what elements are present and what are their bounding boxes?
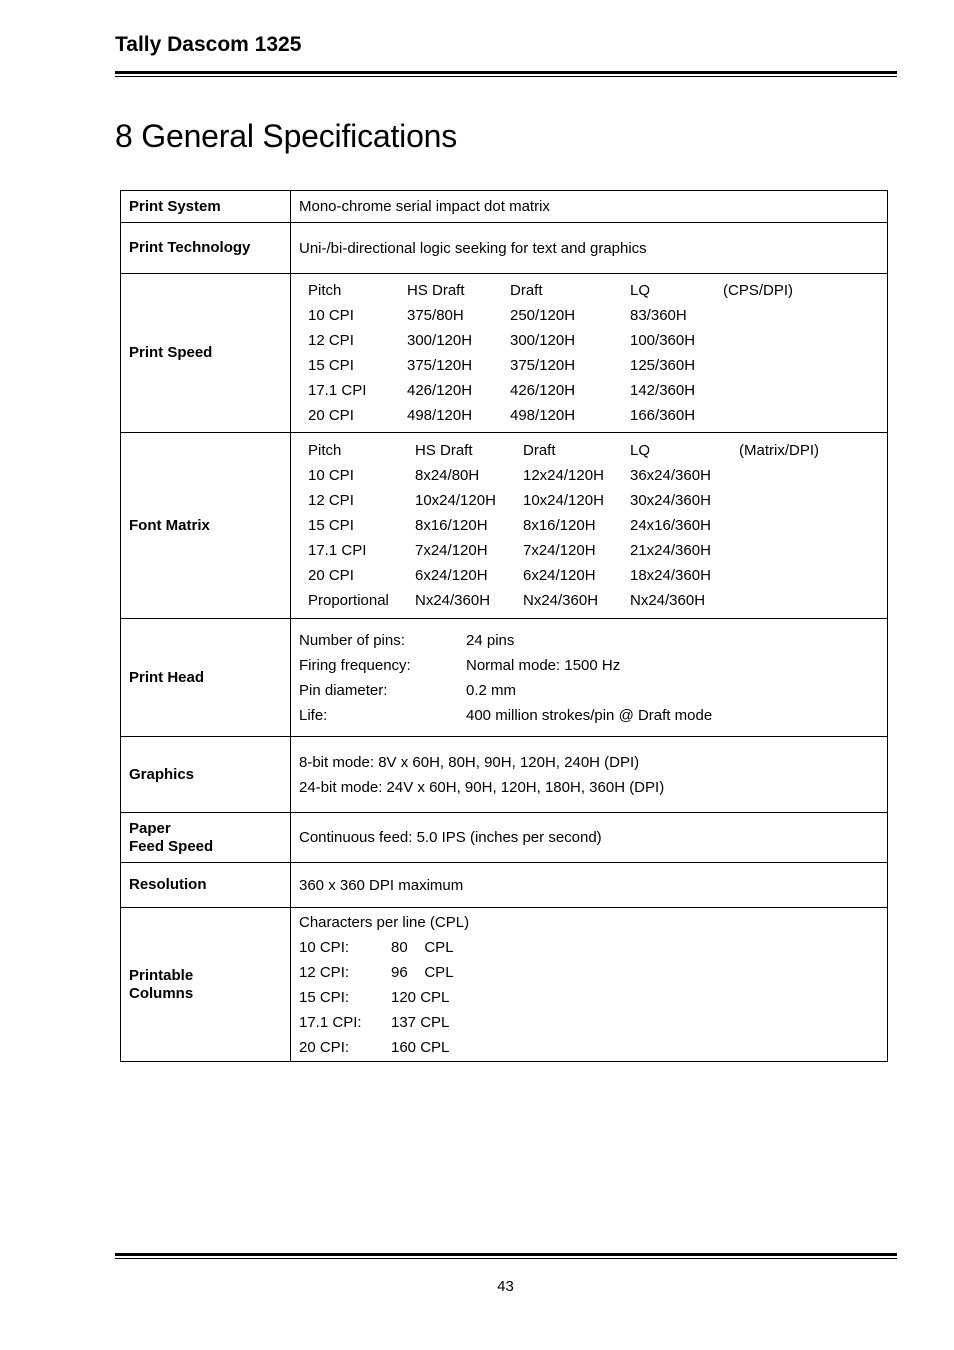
grid-cell: Nx24/360H xyxy=(523,592,599,609)
grid-cell xyxy=(739,588,879,613)
grid-cell: 12 CPI xyxy=(308,492,354,509)
grid-cell: 300/120H xyxy=(407,332,473,349)
grid-cell: 17.1 CPI xyxy=(308,542,367,559)
grid-cell: 8x16/120H xyxy=(523,517,596,534)
grid-cell: LQ xyxy=(630,442,651,459)
grid-cell: 10 CPI xyxy=(308,307,354,324)
grid-cell xyxy=(739,563,879,588)
grid-cell: 15 CPI xyxy=(308,517,354,534)
header-rule xyxy=(115,71,897,74)
grid-cell: 17.1 CPI: xyxy=(299,1013,362,1031)
grid-cell: 12 CPI: xyxy=(299,963,350,981)
grid-cell: 142/360H xyxy=(630,382,696,399)
grid-cell: 10 CPI: xyxy=(299,938,350,956)
grid-cell: 30x24/360H xyxy=(630,492,711,509)
grid-cell: 20 CPI: xyxy=(299,1038,350,1056)
spec-row-print-speed xyxy=(121,274,888,433)
spec-value-line: 24-bit mode: 24V x 60H, 90H, 120H, 180H, 360H (DPI) xyxy=(299,778,665,796)
grid-cell: 400 million strokes/pin @ Draft mode xyxy=(466,706,713,724)
grid-cell: 17.1 CPI xyxy=(308,382,367,399)
grid-cell xyxy=(723,328,879,353)
spec-label-line: Paper xyxy=(129,819,171,837)
spec-row-resolution xyxy=(121,863,888,908)
grid-cell: 96 CPL xyxy=(391,963,454,981)
spec-value: Continuous feed: 5.0 IPS (inches per second) xyxy=(299,829,602,846)
grid-cell: 498/120H xyxy=(407,407,473,424)
grid-cell xyxy=(723,378,879,403)
spec-label-line: Printable xyxy=(129,966,194,984)
spec-value: 360 x 360 DPI maximum xyxy=(299,876,464,894)
grid-cell: 15 CPI xyxy=(308,357,354,374)
grid-cell: 10 CPI xyxy=(308,467,354,484)
grid-cell: (CPS/DPI) xyxy=(723,282,794,299)
print-head-grid xyxy=(299,628,879,728)
spec-label xyxy=(121,813,291,863)
grid-cell: 6x24/120H xyxy=(415,567,488,584)
spec-label xyxy=(121,908,291,1062)
grid-cell: 21x24/360H xyxy=(630,542,711,559)
spec-label: Resolution xyxy=(121,863,291,908)
grid-cell: 498/120H xyxy=(510,407,576,424)
grid-cell: 426/120H xyxy=(510,382,576,399)
grid-cell: Pin diameter: xyxy=(299,681,388,699)
grid-cell: 120 CPL xyxy=(391,988,450,1006)
grid-cell: 6x24/120H xyxy=(523,567,596,584)
spec-row-graphics xyxy=(121,737,888,813)
font-matrix-grid xyxy=(299,438,879,613)
spec-value: Uni-/bi-directional logic seeking for text and graphics xyxy=(299,239,647,257)
grid-cell xyxy=(739,513,879,538)
spec-label: Graphics xyxy=(121,737,291,813)
grid-cell: 80 CPL xyxy=(391,938,454,956)
grid-cell: 10x24/120H xyxy=(523,492,604,509)
grid-cell: 15 CPI: xyxy=(299,988,350,1006)
grid-cell: 0.2 mm xyxy=(466,681,517,699)
grid-cell: 12 CPI xyxy=(308,332,354,349)
spec-label-line: Feed Speed xyxy=(129,837,214,855)
grid-cell xyxy=(739,463,879,488)
grid-cell: 137 CPL xyxy=(391,1013,450,1031)
print-speed-grid xyxy=(299,278,879,428)
grid-cell: Pitch xyxy=(308,442,342,459)
grid-cell: 10x24/120H xyxy=(415,492,496,509)
spec-label: Print Head xyxy=(121,619,291,737)
grid-cell: Nx24/360H xyxy=(630,592,706,609)
grid-cell: 375/80H xyxy=(407,307,464,324)
grid-cell: Life: xyxy=(299,706,328,724)
spec-value: Mono-chrome serial impact dot matrix xyxy=(299,198,550,215)
grid-cell: 24 pins xyxy=(466,631,515,649)
grid-cell: Nx24/360H xyxy=(415,592,491,609)
grid-cell: 426/120H xyxy=(407,382,473,399)
grid-cell: Draft xyxy=(510,282,543,299)
grid-cell xyxy=(723,353,879,378)
spec-value-line: 8-bit mode: 8V x 60H, 80H, 90H, 120H, 240H (DPI) xyxy=(299,753,640,771)
grid-cell xyxy=(723,403,879,428)
grid-cell: 166/360H xyxy=(630,407,696,424)
grid-cell: Proportional xyxy=(308,592,389,609)
spec-row-print-system xyxy=(121,191,888,223)
grid-cell: 8x24/80H xyxy=(415,467,480,484)
grid-cell: HS Draft xyxy=(415,442,473,459)
grid-cell: 20 CPI xyxy=(308,567,354,584)
grid-cell xyxy=(739,538,879,563)
spec-row-paper-feed-speed xyxy=(121,813,888,863)
grid-cell: Draft xyxy=(523,442,556,459)
specifications-table xyxy=(120,190,888,1062)
spec-label: Font Matrix xyxy=(121,433,291,619)
grid-cell: 375/120H xyxy=(407,357,473,374)
grid-cell: 375/120H xyxy=(510,357,576,374)
grid-cell: Firing frequency: xyxy=(299,656,411,674)
grid-cell: (Matrix/DPI) xyxy=(739,442,819,459)
grid-cell: 8x16/120H xyxy=(415,517,488,534)
grid-cell xyxy=(739,488,879,513)
grid-cell: 24x16/360H xyxy=(630,517,711,534)
grid-cell: HS Draft xyxy=(407,282,465,299)
grid-cell: Pitch xyxy=(308,282,342,299)
grid-cell: 160 CPL xyxy=(391,1038,450,1056)
spec-label: Print System xyxy=(121,191,291,223)
grid-cell: 83/360H xyxy=(630,307,687,324)
grid-cell: 125/360H xyxy=(630,357,696,374)
grid-cell: 100/360H xyxy=(630,332,696,349)
spec-label: Print Technology xyxy=(121,223,291,274)
spec-row-print-head xyxy=(121,619,888,737)
spec-row-print-technology xyxy=(121,223,888,274)
footer-rule xyxy=(115,1253,897,1256)
spec-row-font-matrix xyxy=(121,433,888,619)
grid-cell: 20 CPI xyxy=(308,407,354,424)
grid-cell xyxy=(723,303,879,328)
page-number: 43 xyxy=(497,1278,514,1295)
cpl-heading: Characters per line (CPL) xyxy=(299,913,470,931)
spec-label-line: Columns xyxy=(129,984,194,1002)
spec-row-printable-columns xyxy=(121,908,888,1062)
grid-cell: LQ xyxy=(630,282,651,299)
grid-cell: 36x24/360H xyxy=(630,467,711,484)
chapter-title: 8 General Specifications xyxy=(115,118,458,154)
spec-label: Print Speed xyxy=(121,274,291,433)
document-header-title: Tally Dascom 1325 xyxy=(115,33,302,56)
cpl-grid xyxy=(299,935,879,1060)
grid-cell: 12x24/120H xyxy=(523,467,604,484)
grid-cell: Number of pins: xyxy=(299,631,405,649)
grid-cell: Normal mode: 1500 Hz xyxy=(466,656,621,674)
grid-cell: 300/120H xyxy=(510,332,576,349)
header-rule-thin xyxy=(115,76,897,77)
grid-cell: 7x24/120H xyxy=(523,542,596,559)
grid-cell: 18x24/360H xyxy=(630,567,711,584)
footer-rule-thin xyxy=(115,1258,897,1259)
grid-cell: 7x24/120H xyxy=(415,542,488,559)
grid-cell: 250/120H xyxy=(510,307,576,324)
